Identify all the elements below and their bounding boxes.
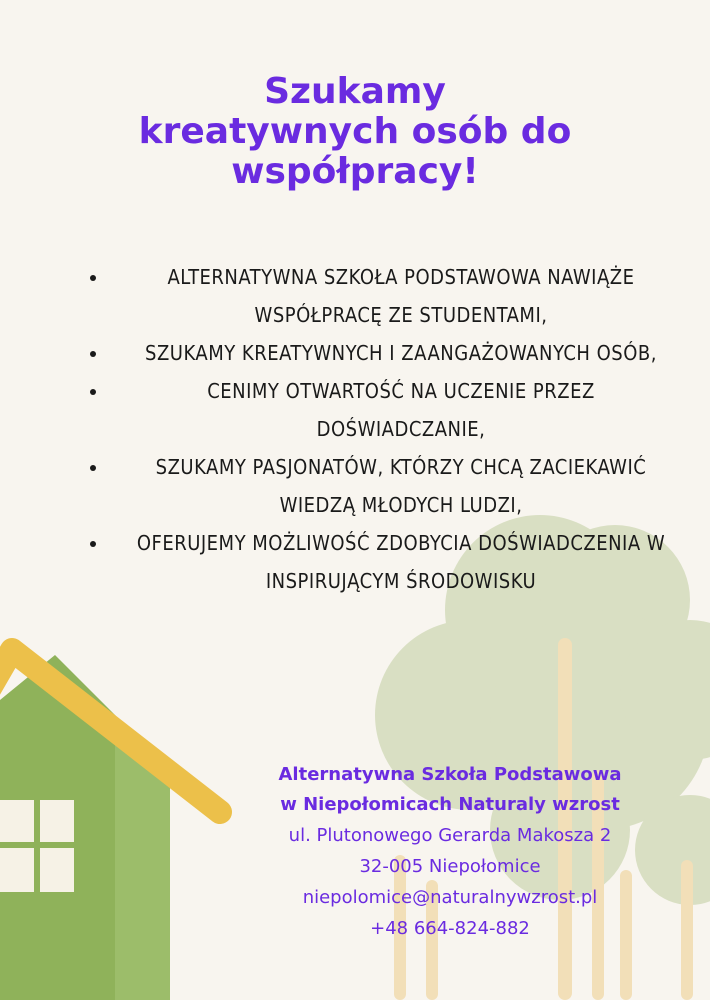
title-line-2: kreatywnych osób do bbox=[138, 111, 572, 152]
list-item-text: WSPÓŁPRACĘ ZE STUDENTAMI, bbox=[254, 303, 548, 327]
contact-block bbox=[240, 760, 660, 944]
list-item-text: WIEDZĄ MŁODYCH LUDZI, bbox=[279, 493, 523, 517]
school-name-line-1: Alternatywna Szkoła Podstawowa bbox=[278, 764, 622, 785]
list-item-text: CENIMY OTWARTOŚĆ NA UCZENIE PRZEZ bbox=[207, 379, 595, 403]
school-name-line-2: w Niepołomicach Naturaly wzrost bbox=[280, 794, 620, 815]
title-line-1: Szukamy bbox=[264, 71, 446, 112]
list-item-text: SZUKAMY KREATYWNYCH I ZAANGAŻOWANYCH OSÓB, bbox=[145, 341, 657, 365]
phone-link[interactable]: +48 664-824-882 bbox=[370, 918, 530, 939]
list-item-text: ALTERNATYWNA SZKOŁA PODSTAWOWA NAWIĄŻE bbox=[167, 265, 635, 289]
list-item bbox=[86, 258, 686, 334]
list-item bbox=[86, 524, 686, 600]
email-link[interactable]: niepolomice@naturalnywzrost.pl bbox=[302, 887, 598, 908]
list-item-text: INSPIRUJĄCYM ŚRODOWISKU bbox=[265, 569, 537, 593]
bullet-list bbox=[86, 258, 686, 600]
list-item bbox=[86, 448, 686, 524]
address-text: ul. Plutonowego Gerarda Makosza 2 bbox=[288, 825, 612, 846]
postal-text: 32-005 Niepołomice bbox=[359, 856, 541, 877]
list-item bbox=[86, 372, 686, 448]
list-item-text: OFERUJEMY MOŻLIWOŚĆ ZDOBYCIA DOŚWIADCZENIA W bbox=[136, 531, 666, 555]
list-item-text: SZUKAMY PASJONATÓW, KTÓRZY CHCĄ ZACIEKAWIĆ bbox=[155, 455, 647, 479]
title-line-3: współpracy! bbox=[231, 151, 479, 192]
page-title bbox=[0, 72, 710, 192]
list-item bbox=[86, 334, 686, 372]
list-item-text: DOŚWIADCZANIE, bbox=[316, 417, 486, 441]
house-illustration bbox=[0, 650, 220, 1000]
